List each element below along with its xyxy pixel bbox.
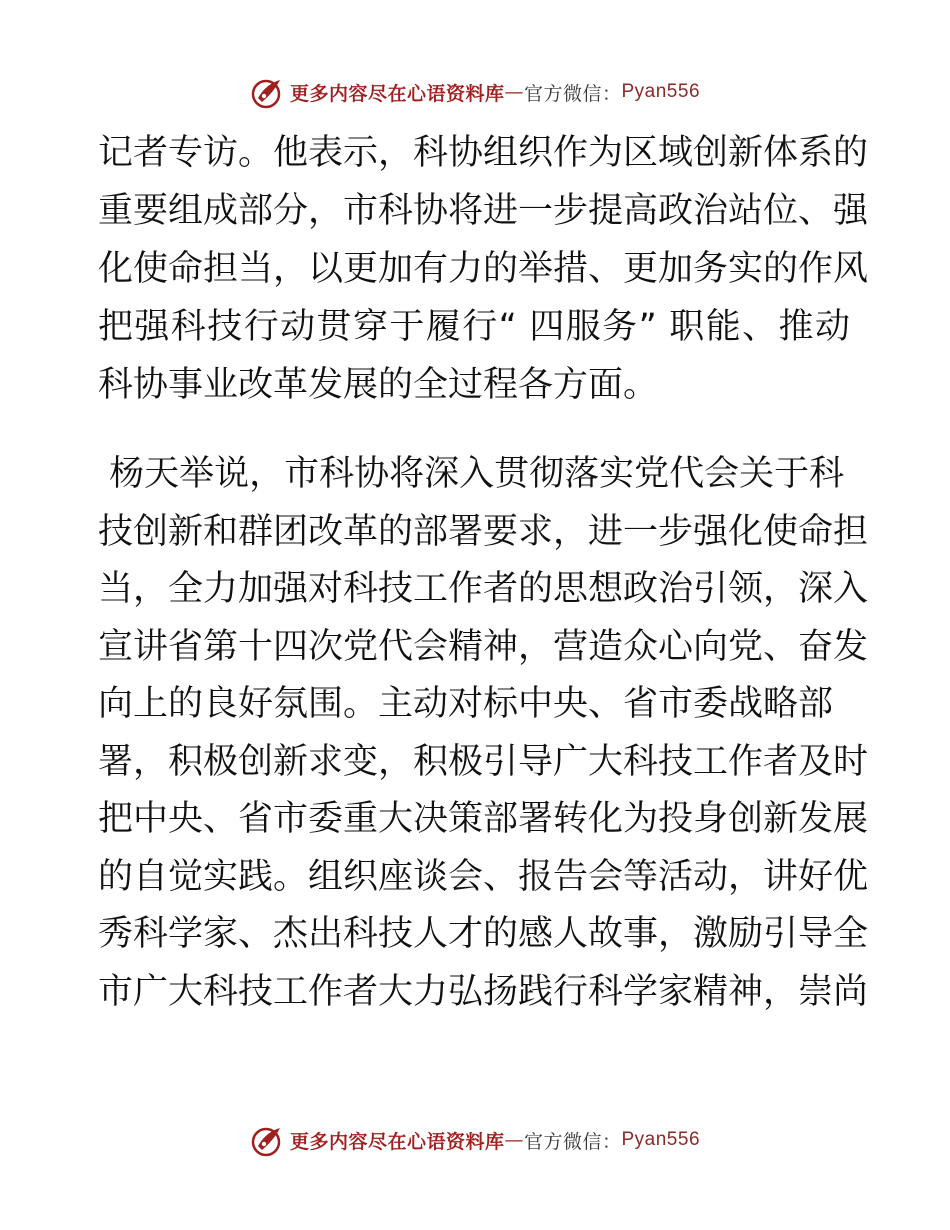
text-line: 杨天举说，市科协将深入贯彻落实党代会关于科 bbox=[98, 454, 845, 494]
paragraph-2 bbox=[98, 446, 869, 1021]
text-line: 记者专访。他表示，科协组织作为区域创新体系的 bbox=[98, 133, 869, 173]
text-line: 把中央、省市委重大决策部署转化为投身创新发展 bbox=[98, 799, 869, 839]
watermark-text bbox=[290, 1127, 700, 1154]
watermark-main-text: 更多内容尽在心语资料库 bbox=[289, 82, 505, 105]
text-line: 的自觉实践。组织座谈会、报告会等活动，讲好优 bbox=[98, 856, 869, 897]
watermark-main-text: 更多内容尽在心语资料库 bbox=[289, 1130, 505, 1153]
text-line: 科协事业改革发展的全过程各方面。 bbox=[98, 365, 659, 405]
text-line: 技创新和群团改革的部署要求，进一步强化使命担 bbox=[98, 511, 869, 552]
pen-nib-logo-icon bbox=[250, 74, 286, 110]
text-line: 把强科技行动贯穿于履行“ 四服务” 职能、推动 bbox=[98, 307, 850, 347]
text-line: 宣讲省第十四次党代会精神，营造众心向党、奋发 bbox=[98, 626, 869, 667]
footer-watermark bbox=[0, 1120, 950, 1160]
paragraph-1 bbox=[98, 124, 869, 414]
text-line: 市广大科技工作者大力弘扬践行科学家精神，崇尚 bbox=[98, 971, 869, 1012]
paragraph-gap bbox=[98, 414, 850, 446]
watermark-wechat-label: 官方微信： bbox=[523, 1130, 622, 1153]
watermark-dash: — bbox=[504, 1129, 524, 1151]
text-line: 秀科学家、杰出科技人才的感人故事，激励引导全 bbox=[98, 914, 869, 954]
watermark-wechat-label: 官方微信： bbox=[523, 82, 622, 105]
watermark-text bbox=[290, 79, 700, 106]
text-line: 重要组成部分，市科协将进一步提高政治站位、强 bbox=[98, 191, 869, 231]
watermark-wechat-id: Pyan556 bbox=[621, 81, 701, 102]
text-line: 化使命担当，以更加有力的举措、更加务实的作风 bbox=[98, 249, 869, 289]
watermark-dash: — bbox=[504, 81, 524, 103]
pen-nib-logo-icon bbox=[250, 1122, 286, 1158]
header-watermark bbox=[0, 72, 950, 112]
watermark-wechat-id: Pyan556 bbox=[621, 1129, 701, 1150]
text-line: 当，全力加强对科技工作者的思想政治引领，深入 bbox=[98, 569, 869, 609]
document-body bbox=[98, 124, 869, 1021]
text-line: 署，积极创新求变，积极引导广大科技工作者及时 bbox=[98, 741, 869, 782]
text-line: 向上的良好氛围。主动对标中央、省市委战略部 bbox=[98, 684, 834, 724]
